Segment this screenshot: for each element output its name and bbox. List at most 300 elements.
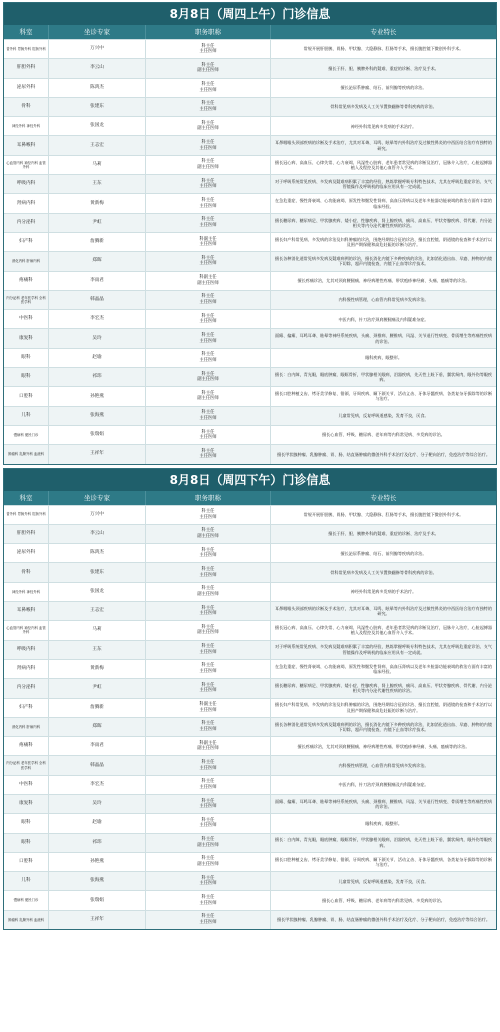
dept-cell: 呼吸内科	[4, 175, 49, 193]
table-row	[4, 833, 496, 852]
title-lines	[197, 528, 218, 539]
table-row	[4, 309, 496, 328]
title-line: 科主任	[201, 547, 215, 553]
title-line: 主任医师	[199, 300, 217, 305]
dept-cell: 骨科	[4, 563, 49, 581]
dept-cell: 妇产科	[4, 233, 49, 251]
table-row	[4, 78, 496, 97]
title-line: 副主任医师	[197, 862, 219, 868]
title-line: 主任医师	[199, 261, 217, 267]
doctor-cell: 陈鸿杰	[49, 544, 146, 562]
specialty-cell: 擅长冠心病、高血压、心律失常、心力衰竭、风湿性心脏病、老年患者常见病的诊断及治疗，冠脉介入治疗，心脏起搏器植入及程控及其他心血管介入手术。	[275, 625, 492, 636]
title-lines	[199, 410, 216, 421]
doctor-cell: 韩晶晶	[49, 291, 146, 309]
title-line: 科主任	[201, 779, 215, 785]
title-line: 主任医师	[199, 688, 217, 694]
title-cell	[146, 834, 271, 852]
dept-cell: 神经外科 神经外科	[4, 583, 49, 601]
dept-cell: 呼吸内科	[4, 641, 49, 659]
table-row	[4, 640, 496, 659]
title-line: 科主任	[201, 82, 215, 88]
doctor-cell: 张海燕	[49, 872, 146, 890]
title-lines	[199, 449, 216, 460]
title-cell	[146, 641, 271, 659]
title-lines	[199, 683, 216, 694]
title-line: 主任医师	[199, 726, 217, 732]
table-row	[4, 213, 496, 232]
schedule-table	[3, 2, 497, 465]
table-row	[4, 871, 496, 890]
doctor-cell: 黄新梅	[49, 660, 146, 678]
dept-cell: 中医科	[4, 310, 49, 328]
title-line: 主任医师	[199, 454, 217, 460]
dept-cell: 内分泌科	[4, 679, 49, 697]
title-line: 主任医师	[199, 107, 217, 113]
dept-cell: 骨科	[4, 98, 49, 116]
title-cell	[146, 117, 271, 135]
doctor-cell: 祁玮	[49, 834, 146, 852]
title-line: 科主任	[201, 817, 215, 823]
table-header-row	[4, 491, 496, 505]
doctor-cell: 张瑞娟	[49, 891, 146, 909]
specialty-cell: 中医内科，针刀治疗颈肩腰腿痛及内科疑难杂症。	[338, 782, 429, 788]
title-cell	[146, 310, 271, 328]
title-line: 科主任	[201, 217, 215, 223]
specialty-cell: 擅长糖尿病、糖尿病足、甲状腺疾病、矮小症、性腺疾病、肾上腺疾病、痛风、高血压、甲状旁腺疾病、骨代谢、内分泌相关等内分泌代谢性疾病的诊治。	[275, 217, 492, 228]
specialty-cell: 擅长糖尿病、糖尿病足、甲状腺疾病、矮小症、性腺疾病、肾上腺疾病、痛风、高血压、甲状旁腺疾病、骨代谢、内分泌相关等内分泌代谢性疾病的诊治。	[275, 683, 492, 694]
title-lines	[199, 198, 216, 209]
title-lines	[199, 548, 216, 559]
title-lines	[197, 121, 218, 132]
title-line: 科主任	[201, 390, 215, 396]
doctor-cell: 郑晖	[49, 252, 146, 270]
specialty-cell: 擅长于肝、胆、胰脾外科的疑难、重症的诊断、治疗及手术。	[328, 531, 439, 537]
title-cell	[146, 445, 271, 463]
title-lines	[199, 760, 216, 771]
specialty-cell: 擅长妇产科常见病、多发病的诊治及妇科肿瘤的诊治，围绝经期综合征的诊治、擅长宫腔镜、阴道镜的检查和手术治疗以及围产期保健和高危妊娠的诊断与治疗。	[275, 702, 492, 713]
doctor-cell: 詹腾新	[49, 699, 146, 717]
doctor-cell: 尹虹	[49, 214, 146, 232]
specialty-cell: 内科慢性病管理，心血管内科常见病多发病诊治。	[338, 297, 429, 303]
dept-cell: 肝胆外科	[4, 59, 49, 77]
dept-cell: 慢病科 便民门诊	[4, 426, 49, 444]
doctor-cell: 祁玮	[49, 368, 146, 386]
doctor-cell: 李云山	[49, 59, 146, 77]
dept-cell: 慢病科 便民门诊	[4, 891, 49, 909]
specialty-cell: 在急危重症、慢性肾衰竭、心功能衰竭、原发性和继发性肾病、高血压肾病以及老年多脏器功能衰竭的救治方面有丰富的临床经验。	[275, 663, 492, 675]
title-cell	[146, 194, 271, 212]
title-cell	[146, 563, 271, 581]
doctor-cell: 万兴中	[49, 40, 146, 58]
dept-cell: 心血管内科 神经内科 血管外科	[4, 621, 49, 639]
specialty-cell: 擅长各种消化道常见病多发病及疑难病例的诊治，擅长消化内镜下多种疾病的诊治，比如消化道出血、早癌、肿物的内镜下切除，超声内镜检查，内镜下止血等诊疗技术。	[275, 721, 492, 732]
title-line: 主任医师	[199, 184, 217, 190]
table-row	[4, 155, 496, 174]
specialty-cell: 擅长甲状腺肿瘤、乳腺肿瘤、胃、肠、结直肠肿瘤的微创外科手术治疗及化疗、分子靶向治疗，免疫治疗等综合治疗。	[277, 451, 490, 457]
header-dept: 科室	[4, 491, 49, 505]
specialty-cell: 擅长甲状腺肿瘤、乳腺肿瘤、胃、肠、结直肠肿瘤的微创外科手术治疗及化疗、分子靶向治疗，免疫治疗等综合治疗。	[277, 917, 490, 923]
title-cell	[146, 853, 271, 871]
specialty-cell: 擅长泌尿系肿瘤、结石、前列腺等疾病的诊治。	[340, 550, 427, 556]
specialty-cell: 擅长妇产科常见病、多发病的诊治及妇科肿瘤的诊治，围绝经期综合征的诊治、擅长宫腔镜、阴道镜的检查和手术治疗以及围产期保健和高危妊娠的诊断与治疗。	[275, 236, 492, 248]
title-lines	[199, 895, 216, 906]
table-row	[4, 755, 496, 774]
title-lines	[199, 352, 216, 363]
title-cell	[146, 368, 271, 386]
title-lines	[199, 217, 216, 228]
specialty-cell: 常规开展肝胆胰、胃肠、甲状腺、大隐静脉、肛肠等手术，擅长腹腔镜下微创外科手术。	[303, 46, 464, 52]
specialty-cell: 眼科疾病，眼整形。	[365, 820, 402, 826]
title-line: 副主任医师	[197, 591, 219, 597]
title-cell	[146, 737, 271, 755]
dept-cell: 肾病内科	[4, 194, 49, 212]
title-line: 副主任医师	[197, 746, 219, 752]
title-cell	[146, 621, 271, 639]
title-lines	[197, 586, 218, 597]
title-line: 副主任医师	[197, 630, 219, 636]
doctor-cell: 孙艳燕	[49, 387, 146, 405]
title-line: 主任医师	[199, 765, 217, 771]
doctor-cell: 吴玲	[49, 329, 146, 347]
title-line: 主任医师	[199, 435, 217, 441]
table-row	[4, 601, 496, 620]
title-line: 科主任	[201, 509, 215, 515]
dept-cell: 中医科	[4, 776, 49, 794]
specialty-cell: 儿童常见病，反复呼吸道感染，发育不良，厌食。	[338, 413, 429, 419]
specialty-cell: 对于呼吸系统常见疾病、多发病及疑难病积累了丰富的经验，熟练掌握呼吸专科特色技术，尤其在呼吸危重症诊治、支气管镜操作及呼吸机的临床应用具有一定成就。	[275, 178, 492, 190]
title-line: 科主任	[201, 759, 215, 765]
title-cell	[146, 506, 271, 524]
title-cell	[146, 252, 271, 270]
dept-cell: 泌尿外科	[4, 544, 49, 562]
dept-cell: 康复科	[4, 329, 49, 347]
doctor-cell: 张海燕	[49, 407, 146, 425]
title-lines	[199, 606, 216, 617]
doctor-cell: 尹虹	[49, 679, 146, 697]
table-row	[4, 582, 496, 601]
title-line: 副主任医师	[197, 377, 219, 383]
title-line: 科主任	[201, 605, 215, 611]
table-row	[4, 505, 496, 524]
doctor-cell: 李宏杰	[49, 310, 146, 328]
title-cell	[146, 214, 271, 232]
title-line: 主任医师	[199, 900, 217, 906]
dept-cell: 康复科	[4, 795, 49, 813]
title-line: 副主任医师	[197, 126, 219, 132]
title-line: 科主任	[201, 410, 215, 416]
dept-cell: 口腔科	[4, 387, 49, 405]
specialty-cell: 对于呼吸系统常见疾病、多发病及疑难病积累了丰富的经验，熟练掌握呼吸专科特色技术，尤其在呼吸危重症诊治、支气管镜操作及呼吸机的临床应用具有一定成就。	[275, 644, 492, 655]
title-line: 主任医师	[199, 145, 217, 151]
title-line: 科主任	[201, 333, 215, 339]
title-lines	[197, 372, 218, 383]
title-cell	[146, 407, 271, 425]
table-row	[4, 290, 496, 309]
title-lines	[199, 914, 216, 925]
specialty-cell: 擅长于肝、胆、胰脾外科的疑难、重症的诊断、治疗及手术。	[328, 65, 439, 71]
title-line: 科副主任	[199, 236, 217, 242]
title-line: 科主任	[201, 294, 215, 300]
title-line: 主任医师	[199, 553, 217, 559]
title-line: 主任医师	[199, 514, 217, 520]
title-lines	[199, 179, 216, 190]
title-cell	[146, 679, 271, 697]
table-row	[4, 328, 496, 347]
doctor-cell: 张建东	[49, 98, 146, 116]
specialty-cell: 常规开展肝胆胰、胃肠、甲状腺、大隐静脉、肛肠等手术，擅长腹腔镜下微创外科手术。	[303, 512, 464, 518]
header-specialty: 专业特长	[370, 493, 397, 502]
title-line: 科主任	[201, 663, 215, 669]
specialty-cell: 擅长心血管、呼吸、糖尿病、老年病等内科常见病、多发病的诊治。	[322, 432, 445, 438]
title-cell	[146, 602, 271, 620]
specialty-cell: 擅长口腔种植义齿、烤牙美学修复、错颌、牙周疾病、颞下颌关节、活动义齿、牙体牙髓疾病、各类复杂牙拔除等的诊断与治疗。	[275, 856, 492, 868]
title-line: 科主任	[201, 682, 215, 688]
doctor-cell: 张建东	[49, 563, 146, 581]
dept-cell: 口腔科	[4, 853, 49, 871]
specialty-cell: 面瘫、偏瘫、耳鸣耳聋、眩晕等神经系统疾病，头痛、颈椎病、腰椎病、风湿、关节退行性病变、骨质增生等疼痛性疾病的诊治。	[275, 798, 492, 810]
title-lines	[199, 509, 216, 520]
title-lines	[199, 44, 216, 55]
dept-cell: 内分泌科 老年医学科 全科医学科	[4, 291, 49, 309]
table-row	[4, 562, 496, 581]
title-cell	[146, 291, 271, 309]
doctor-cell: 王志宏	[49, 136, 146, 154]
dept-cell: 肿瘤科 乳腺外科 血液科	[4, 911, 49, 929]
title-cell	[146, 156, 271, 174]
title-line: 副主任医师	[197, 842, 219, 848]
doctor-cell: 王祥年	[49, 911, 146, 929]
title-cell	[146, 98, 271, 116]
title-line: 科主任	[201, 429, 215, 435]
doctor-cell: 赵瑜	[49, 349, 146, 367]
title-lines	[199, 82, 216, 93]
title-line: 科副主任	[199, 275, 217, 281]
title-lines	[199, 567, 216, 578]
specialty-cell: 擅长疼痛诊治，尤其对颈肩腰腿痛、神经病理性疼痛、带状疱疹神经痛、头痛、癌痛等的诊治。	[297, 743, 470, 749]
title-cell	[146, 756, 271, 774]
title-line: 主任医师	[199, 319, 217, 325]
title-lines	[197, 63, 218, 74]
doctor-cell: 李宏杰	[49, 776, 146, 794]
title-line: 副主任医师	[197, 68, 219, 74]
title-cell	[146, 699, 271, 717]
title-line: 科主任	[201, 798, 215, 804]
title-cell	[146, 891, 271, 909]
title-line: 科主任	[201, 448, 215, 454]
title-line: 主任医师	[199, 611, 217, 617]
specialty-cell: 擅长心血管、呼吸、糖尿病、老年病等内科常见病、多发病的诊治。	[322, 897, 445, 903]
table-row	[4, 444, 496, 463]
table-row	[4, 775, 496, 794]
title-line: 主任医师	[199, 203, 217, 209]
title-line: 主任医师	[199, 707, 217, 713]
title-line: 科主任	[201, 586, 215, 592]
title-lines	[199, 702, 216, 713]
doctor-cell: 王祥年	[49, 445, 146, 463]
title-lines	[197, 741, 218, 752]
title-lines	[199, 294, 216, 305]
dept-cell: 肾病内科	[4, 660, 49, 678]
table-header-row	[4, 25, 496, 39]
title-lines	[199, 663, 216, 674]
dept-cell: 普外科 胃肠外科 肛肠外科	[4, 40, 49, 58]
doctor-cell: 马莉	[49, 156, 146, 174]
dept-cell: 泌尿外科	[4, 79, 49, 97]
title-lines	[197, 159, 218, 170]
title-line: 科主任	[201, 178, 215, 184]
title-lines	[199, 644, 216, 655]
doctor-cell: 詹腾新	[49, 233, 146, 251]
doctor-cell: 王东	[49, 641, 146, 659]
dept-cell: 消化内科 肝病内科	[4, 252, 49, 270]
dept-cell: 消化内科 肝病内科	[4, 718, 49, 736]
specialty-cell: 中医内科，针刀治疗颈肩腰腿痛及内科疑难杂症。	[338, 316, 429, 322]
table-row	[4, 659, 496, 678]
title-cell	[146, 814, 271, 832]
dept-cell: 疼痛科	[4, 737, 49, 755]
header-title: 职务职称	[146, 491, 271, 505]
table-row	[4, 813, 496, 832]
header-specialty: 专业特长	[370, 28, 397, 36]
specialty-cell: 擅长疼痛诊治，尤其对颈肩腰腿痛、神经病理性疼痛、带状疱疹神经痛、头痛、癌痛等的诊治。	[297, 278, 470, 284]
doctor-cell: 李云山	[49, 525, 146, 543]
title-line: 科主任	[201, 837, 215, 843]
dept-cell: 眼科	[4, 834, 49, 852]
table-row	[4, 425, 496, 444]
doctor-cell: 韩晶晶	[49, 756, 146, 774]
dept-cell: 眼科	[4, 349, 49, 367]
specialty-cell: 擅长冠心病、高血压、心律失常、心力衰竭、风湿性心脏病、老年患者常见病的诊断及治疗，冠脉介入治疗，心脏起搏器植入及程控及其他心血管介入手术。	[275, 159, 492, 170]
table-row	[4, 174, 496, 193]
title-line: 主任医师	[199, 669, 217, 675]
title-line: 主任医师	[199, 881, 217, 887]
header-doctor: 坐诊专家	[49, 25, 146, 39]
title-lines	[199, 140, 216, 151]
title-line: 科副主任	[199, 702, 217, 708]
title-line: 主任医师	[199, 87, 217, 93]
schedule-title: 8月8日（周四上午）门诊信息	[4, 3, 496, 25]
title-lines	[197, 837, 218, 848]
table-row	[4, 543, 496, 562]
title-cell	[146, 426, 271, 444]
title-line: 主任医师	[199, 572, 217, 578]
title-cell	[146, 660, 271, 678]
title-cell	[146, 911, 271, 929]
specialty-cell: 擅长泌尿系肿瘤、结石、前列腺等疾病的诊治。	[340, 85, 427, 91]
dept-cell: 普外科 胃肠外科 肛肠外科	[4, 506, 49, 524]
title-cell	[146, 59, 271, 77]
dept-cell: 疼痛科	[4, 272, 49, 290]
header-doctor: 坐诊专家	[49, 491, 146, 505]
table-row	[4, 890, 496, 909]
title-line: 副主任医师	[197, 164, 219, 170]
table-row	[4, 794, 496, 813]
title-lines	[197, 275, 218, 286]
table-row	[4, 193, 496, 212]
title-line: 科主任	[201, 120, 215, 126]
dept-cell: 耳鼻喉科	[4, 136, 49, 154]
specialty-cell: 擅长：白内障，青光眼，眼底肿瘤，眼眶骨折，甲状腺相关眼病，泪器疾病，先天性上睑下垂，翼状胬肉，眼外伤等眼疾病。	[275, 371, 492, 383]
title-line: 主任医师	[199, 823, 217, 829]
table-row	[4, 852, 496, 871]
title-line: 主任医师	[199, 357, 217, 363]
specialty-cell: 儿童常见病，反复呼吸道感染，发育不良，厌食。	[338, 878, 429, 884]
title-line: 科主任	[201, 313, 215, 319]
title-line: 副主任医师	[197, 533, 219, 539]
title-lines	[199, 876, 216, 887]
table-row	[4, 348, 496, 367]
title-line: 主任医师	[199, 649, 217, 655]
specialty-cell: 神经外科常见病多发病的手术治疗。	[350, 123, 417, 129]
schedule-table	[3, 468, 497, 931]
table-row	[4, 367, 496, 386]
specialty-cell: 耳鼻咽喉头颈部疾病的诊断及手术治疗，尤其对耳聋、耳鸣、眩晕等内外科治疗及过敏性鼻炎的中西医结合治疗有独特的研究。	[275, 605, 492, 617]
title-line: 科主任	[201, 255, 215, 261]
title-lines	[199, 333, 216, 344]
title-cell	[146, 329, 271, 347]
table-row	[4, 386, 496, 405]
title-lines	[199, 237, 216, 248]
title-line: 科主任	[201, 528, 215, 534]
table-row	[4, 135, 496, 154]
title-cell	[146, 136, 271, 154]
dept-cell: 耳鼻喉科	[4, 602, 49, 620]
dept-cell: 内分泌科	[4, 214, 49, 232]
title-cell	[146, 387, 271, 405]
doctor-cell: 吴玲	[49, 795, 146, 813]
title-line: 科主任	[201, 721, 215, 727]
specialty-cell: 眼科疾病，眼整形。	[365, 355, 402, 361]
table-row	[4, 524, 496, 543]
title-line: 科主任	[201, 43, 215, 49]
title-line: 科主任	[201, 101, 215, 107]
title-line: 科主任	[201, 624, 215, 630]
title-cell	[146, 349, 271, 367]
table-row	[4, 910, 496, 929]
title-cell	[146, 79, 271, 97]
header-title: 职务职称	[146, 25, 271, 39]
table-row	[4, 58, 496, 77]
dept-cell: 肿瘤科 乳腺外科 血液科	[4, 445, 49, 463]
title-cell	[146, 233, 271, 251]
title-lines	[199, 818, 216, 829]
title-line: 科主任	[201, 644, 215, 650]
title-lines	[199, 101, 216, 112]
doctor-cell: 李雨君	[49, 737, 146, 755]
title-lines	[199, 779, 216, 790]
dept-cell: 肝胆外科	[4, 525, 49, 543]
dept-cell: 儿科	[4, 872, 49, 890]
title-cell	[146, 525, 271, 543]
title-line: 科主任	[201, 197, 215, 203]
table-row	[4, 232, 496, 251]
specialty-cell: 面瘫、偏瘫、耳鸣耳聋、眩晕等神经系统疾病，头痛、颈椎病、腰椎病、风湿、关节退行性病变、骨质增生等疼痛性疾病的诊治。	[275, 333, 492, 344]
title-line: 科主任	[201, 914, 215, 920]
title-line: 科主任	[201, 62, 215, 68]
doctor-cell: 王志宏	[49, 602, 146, 620]
doctor-cell: 张国龙	[49, 583, 146, 601]
dept-cell: 内分泌科 老年医学科 全科医学科	[4, 756, 49, 774]
title-lines	[199, 799, 216, 810]
title-line: 科主任	[201, 371, 215, 377]
title-cell	[146, 583, 271, 601]
title-line: 科主任	[201, 140, 215, 146]
title-line: 科主任	[201, 352, 215, 358]
specialty-cell: 擅长各种消化道常见病多发病及疑难病例的诊治，擅长消化内镜下多种疾病的诊治，比如消化道出血、早癌、肿物的内镜下切除，超声内镜检查，内镜下止血等诊疗技术。	[275, 256, 492, 267]
dept-cell: 眼科	[4, 368, 49, 386]
specialty-cell: 擅长口腔种植义齿、烤牙美学修复、错颌、牙周疾病、颞下颌关节、活动义齿、牙体牙髓疾病、各类复杂牙拔除等的诊断与治疗。	[275, 391, 492, 402]
title-lines	[197, 856, 218, 867]
